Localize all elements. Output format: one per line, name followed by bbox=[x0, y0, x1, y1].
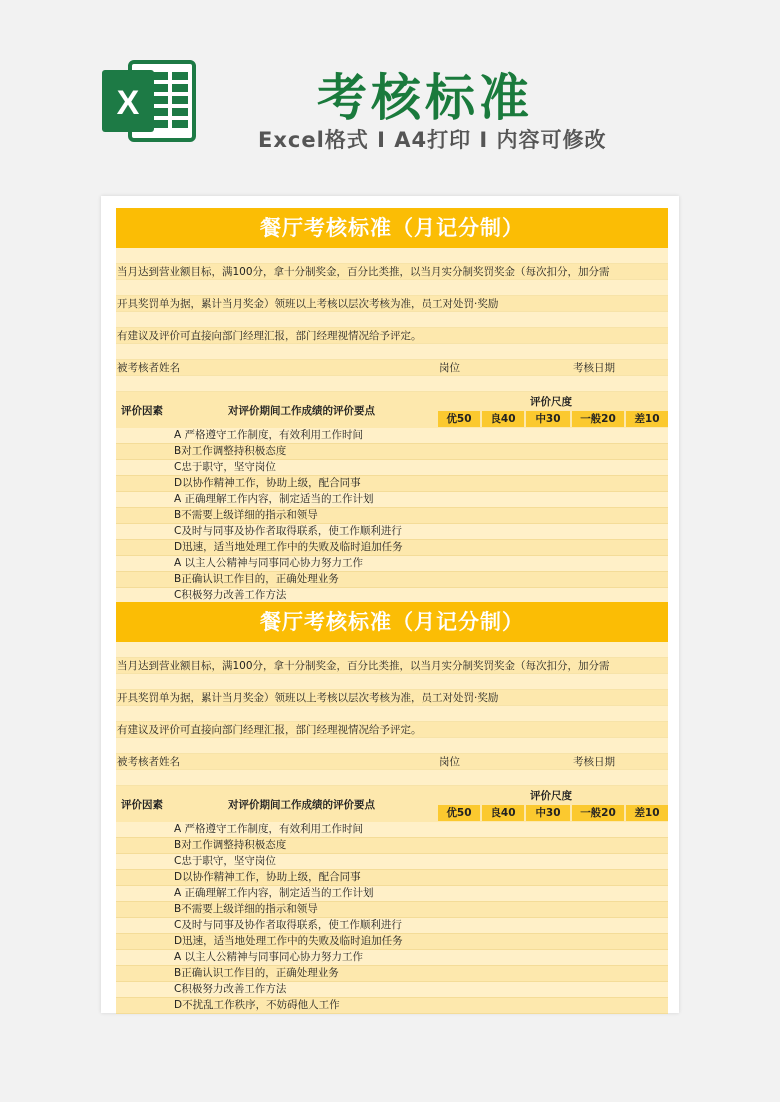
item-text: C积极努力改善工作方法 bbox=[174, 589, 287, 601]
eval-items bbox=[116, 428, 668, 620]
eval-header bbox=[116, 392, 668, 428]
spacer-row bbox=[116, 706, 668, 722]
list-item bbox=[116, 428, 668, 444]
name-label: 被考核者姓名 bbox=[117, 756, 180, 768]
item-text: B正确认识工作目的，正确处理业务 bbox=[174, 573, 339, 585]
page-title: 考核标准 bbox=[317, 69, 533, 127]
sheet-title-band: 餐厅考核标准（月记分制） bbox=[116, 208, 668, 248]
item-text: B不需要上级详细的指示和领导 bbox=[174, 903, 318, 915]
note-text-1: 当月达到营业额目标，满100分，拿十分制奖金，百分比类推，以当月实分制奖罚奖金（每次扣分，加分需 bbox=[117, 660, 610, 672]
item-text: A 以主人公精神与同事同心协力努力工作 bbox=[174, 951, 364, 963]
list-item bbox=[116, 492, 668, 508]
item-text: B对工作调整持积极态度 bbox=[174, 839, 287, 851]
page-subtitle: Excel格式 I A4打印 I 内容可修改 bbox=[258, 128, 607, 152]
note-text-3: 有建议及评价可直接向部门经理汇报，部门经理视情况给予评定。 bbox=[117, 330, 422, 342]
header bbox=[0, 0, 780, 200]
position-label: 岗位 bbox=[439, 362, 460, 374]
date-label: 考核日期 bbox=[573, 756, 615, 768]
item-text: C忠于职守，坚守岗位 bbox=[174, 855, 276, 867]
item-text: D以协作精神工作，协助上级，配合同事 bbox=[174, 477, 361, 489]
grade-fair: 一般20 bbox=[572, 805, 624, 821]
grade-good: 良40 bbox=[482, 805, 524, 821]
spacer-row bbox=[116, 248, 668, 264]
spacer-row bbox=[116, 738, 668, 754]
list-item bbox=[116, 982, 668, 998]
list-item bbox=[116, 934, 668, 950]
item-text: C积极努力改善工作方法 bbox=[174, 983, 287, 995]
grade-fair: 一般20 bbox=[572, 411, 624, 427]
factor-header: 评价因素 bbox=[121, 799, 163, 811]
item-text: C忠于职守，坚守岗位 bbox=[174, 461, 276, 473]
spacer-row bbox=[116, 280, 668, 296]
list-item bbox=[116, 854, 668, 870]
eval-header bbox=[116, 786, 668, 822]
note-text-3: 有建议及评价可直接向部门经理汇报，部门经理视情况给予评定。 bbox=[117, 724, 422, 736]
spacer-row bbox=[116, 312, 668, 328]
list-item bbox=[116, 838, 668, 854]
eval-items bbox=[116, 822, 668, 1014]
note-row bbox=[116, 722, 668, 738]
note-text-2: 开具奖罚单为据，累计当月奖金）领班以上考核以层次考核为准，员工对处罚·奖励 bbox=[117, 298, 499, 310]
sheet-title-band: 餐厅考核标准（月记分制） bbox=[116, 602, 668, 642]
list-item bbox=[116, 998, 668, 1014]
item-text: D不扰乱工作秩序，不妨碍他人工作 bbox=[174, 999, 340, 1011]
note-row bbox=[116, 264, 668, 280]
item-text: C及时与同事及协作者取得联系，使工作顺利进行 bbox=[174, 919, 402, 931]
item-text: B对工作调整持积极态度 bbox=[174, 445, 287, 457]
spacer-row bbox=[116, 770, 668, 786]
item-text: C及时与同事及协作者取得联系，使工作顺利进行 bbox=[174, 525, 402, 537]
sheet-copy-2 bbox=[116, 602, 668, 1014]
item-text: A 严格遵守工作制度，有效利用工作时间 bbox=[174, 823, 364, 835]
note-row bbox=[116, 328, 668, 344]
note-text-2: 开具奖罚单为据，累计当月奖金）领班以上考核以层次考核为准，员工对处罚·奖励 bbox=[117, 692, 499, 704]
item-text: B不需要上级详细的指示和领导 bbox=[174, 509, 318, 521]
excel-icon bbox=[100, 56, 198, 146]
list-item bbox=[116, 460, 668, 476]
item-text: D以协作精神工作，协助上级，配合同事 bbox=[174, 871, 361, 883]
note-text-1: 当月达到营业额目标，满100分，拿十分制奖金，百分比类推，以当月实分制奖罚奖金（每次扣分，加分需 bbox=[117, 266, 610, 278]
note-row bbox=[116, 658, 668, 674]
scale-header: 评价尺度 bbox=[530, 790, 572, 802]
list-item bbox=[116, 572, 668, 588]
item-text: D迅速，适当地处理工作中的失败及临时追加任务 bbox=[174, 541, 403, 553]
grade-excellent: 优50 bbox=[438, 805, 480, 821]
item-text: B正确认识工作目的，正确处理业务 bbox=[174, 967, 339, 979]
position-label: 岗位 bbox=[439, 756, 460, 768]
item-text: A 正确理解工作内容，制定适当的工作计划 bbox=[174, 887, 374, 899]
info-row bbox=[116, 360, 668, 376]
item-text: A 正确理解工作内容，制定适当的工作计划 bbox=[174, 493, 374, 505]
grade-excellent: 优50 bbox=[438, 411, 480, 427]
item-text: D迅速，适当地处理工作中的失败及临时追加任务 bbox=[174, 935, 403, 947]
item-text: A 严格遵守工作制度，有效利用工作时间 bbox=[174, 429, 364, 441]
points-header: 对评价期间工作成绩的评价要点 bbox=[228, 405, 375, 417]
grade-medium: 中30 bbox=[526, 411, 570, 427]
grade-good: 良40 bbox=[482, 411, 524, 427]
info-row bbox=[116, 754, 668, 770]
list-item bbox=[116, 918, 668, 934]
list-item bbox=[116, 966, 668, 982]
list-item bbox=[116, 822, 668, 838]
spacer-row bbox=[116, 674, 668, 690]
note-row bbox=[116, 296, 668, 312]
list-item bbox=[116, 476, 668, 492]
list-item bbox=[116, 950, 668, 966]
spacer-row bbox=[116, 376, 668, 392]
list-item bbox=[116, 444, 668, 460]
list-item bbox=[116, 870, 668, 886]
item-text: A 以主人公精神与同事同心协力努力工作 bbox=[174, 557, 364, 569]
grade-medium: 中30 bbox=[526, 805, 570, 821]
spacer-row bbox=[116, 642, 668, 658]
list-item bbox=[116, 902, 668, 918]
date-label: 考核日期 bbox=[573, 362, 615, 374]
grade-poor: 差10 bbox=[626, 411, 668, 427]
spacer-row bbox=[116, 344, 668, 360]
points-header: 对评价期间工作成绩的评价要点 bbox=[228, 799, 375, 811]
grade-poor: 差10 bbox=[626, 805, 668, 821]
note-row bbox=[116, 690, 668, 706]
scale-header: 评价尺度 bbox=[530, 396, 572, 408]
document-paper bbox=[101, 196, 679, 1013]
name-label: 被考核者姓名 bbox=[117, 362, 180, 374]
sheet-copy-1 bbox=[116, 208, 668, 620]
excel-icon-letter: X bbox=[116, 84, 140, 122]
list-item bbox=[116, 556, 668, 572]
list-item bbox=[116, 886, 668, 902]
list-item bbox=[116, 540, 668, 556]
list-item bbox=[116, 508, 668, 524]
list-item bbox=[116, 524, 668, 540]
factor-header: 评价因素 bbox=[121, 405, 163, 417]
